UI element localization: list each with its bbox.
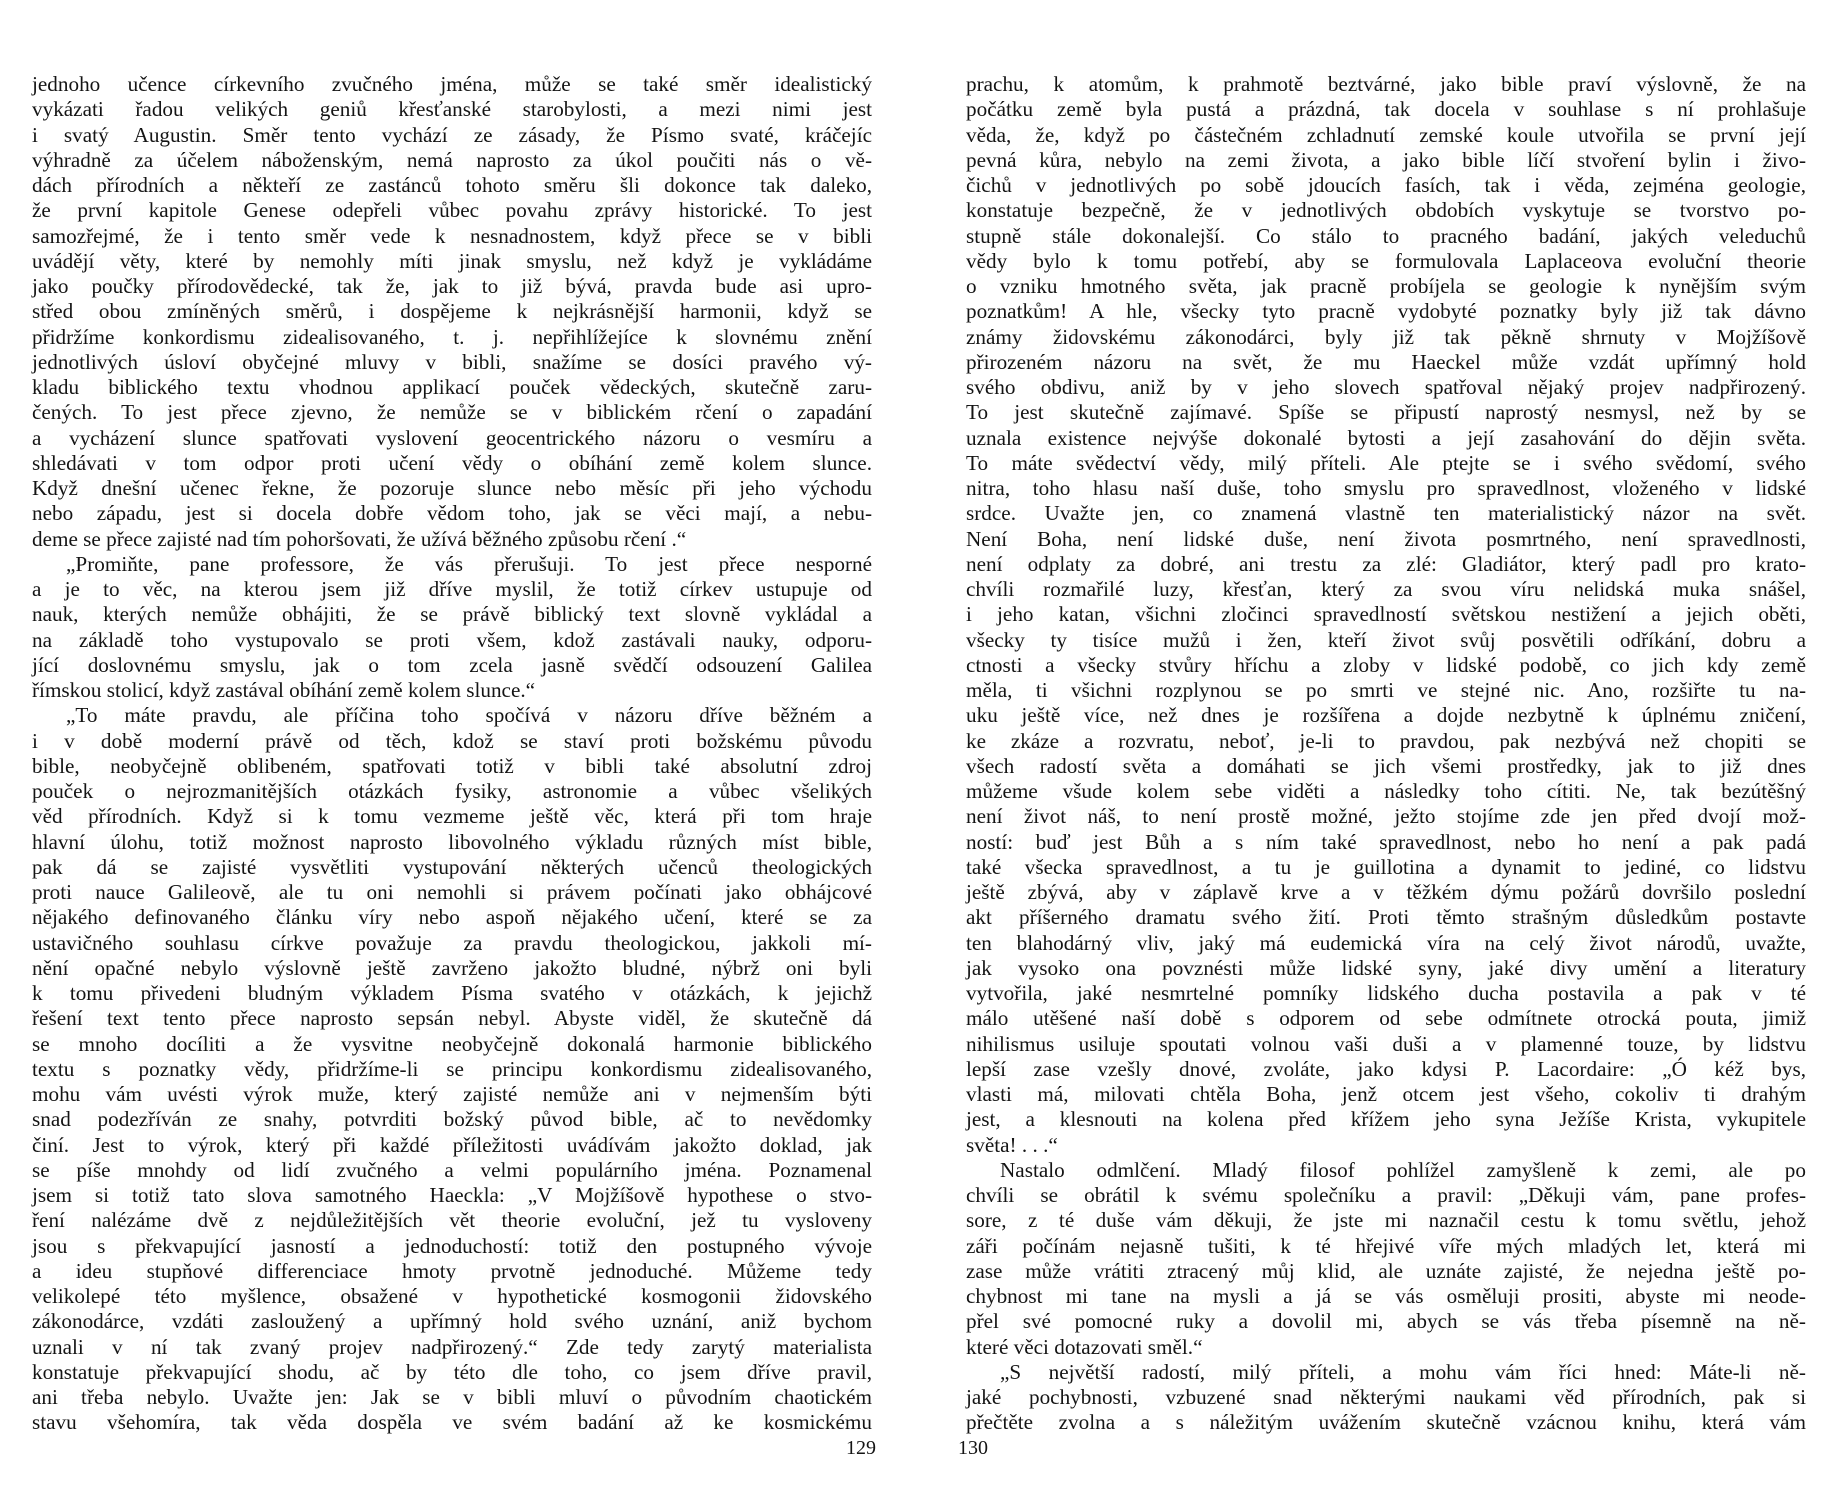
text-line: čených. To jest přece zjevno, že nemůže se v biblickém rčení o zapadání <box>32 400 872 425</box>
text-line: To jest skutečně zajímavé. Spíše se připustí naprostý nesmysl, než by se <box>966 400 1806 425</box>
text-line: věda, že, když po částečném zchladnutí zemské koule utvořila se první její <box>966 122 1806 147</box>
text-line: uznali v ní tak zvaný projev nadpřirozený.“ Zde tedy zarytý materialista <box>32 1334 872 1359</box>
text-line: jaké pochybnosti, vzbuzené snad některými naukami věd přírodních, pak si <box>966 1385 1806 1409</box>
text-line: střed obou zmíněných směrů, i dospějeme k nejkrásnější harmonii, když se <box>32 299 872 324</box>
text-line: také všecka spravedlnost, a tu je guillotina a dynamit to jediné, co lidstvu <box>966 854 1806 879</box>
text-line: čichů v jednotlivých po sobě jdoucích fasích, tak i věda, zejména geologie, <box>966 173 1806 197</box>
text-line: se mnoho docíliti a že vysvitne neobyčejně dokonalá harmonie biblického <box>32 1031 872 1056</box>
text-line: nění opačné nebylo výslovně ještě zavrženo jakožto bludné, nýbrž oni byli <box>32 955 872 980</box>
text-line: bible, neobyčejně oblibeném, spatřovati totiž v bibli také absolutní zdroj <box>32 753 872 778</box>
text-line: lepší zase vzešly dnové, zvoláte, jako kdysi P. Lacordaire: „Ó kéž bys, <box>966 1056 1806 1081</box>
text-line: na základě toho vystupovalo se proti všem, kdož zastávali nauky, odporu- <box>32 627 872 652</box>
text-line: a ideu stupňové differenciace hmoty prvotně jednoduché. Můžeme tedy <box>32 1258 872 1283</box>
text-line: vlasti má, milovati chtěla Boha, jenž otcem jest všeho, cokoliv ti drahým <box>966 1082 1806 1106</box>
text-line: „Promiňte, pane professore, že vás přerušuji. To jest přece nesporné <box>66 551 872 576</box>
text-line: vědy bylo k tomu potřebí, aby se formulovala Laplaceova evoluční theorie <box>966 248 1806 273</box>
text-line: ten blahodárný vliv, jaký má eudemická víra na celý život národů, uvažte, <box>966 930 1806 955</box>
text-line: mohu vám uvésti výrok muže, který zajisté nemůže ani v nejmenším býti <box>32 1082 872 1106</box>
text-line: stavu všehomíra, tak věda dospěla ve svém badání až ke kosmickému <box>32 1410 872 1435</box>
text-line: Nastalo odmlčení. Mladý filosof pohlížel zamyšleně k zemi, ale po <box>1000 1157 1806 1182</box>
text-line: ani třeba nebylo. Uvažte jen: Jak se v bibli mluví o původním chaotickém <box>32 1385 872 1409</box>
text-line: není odplaty za dobré, ani trestu za zlé: Gladiátor, který padl pro krato- <box>966 551 1806 576</box>
text-line: nihilismus usiluje spoutati volnou vaši duši a v plamenné touze, by lidstvu <box>966 1031 1806 1056</box>
text-line: prachu, k atomům, k prahmotě beztvárné, jako bible praví výslovně, že na <box>966 72 1806 96</box>
text-line: známy židovskému zákonodárci, byly již tak pěkně shrnuty v Mojžíšově <box>966 324 1806 349</box>
text-line: a vycházení slunce spatřovati vyslovení geocentrického názoru o vesmíru a <box>32 425 872 450</box>
text-line: svého obdivu, aniž by v jeho slovech spatřoval nějaký projev nadpřirozený. <box>966 375 1806 399</box>
text-line: stupně stále dokonalejší. Co stálo to pracného badání, jakých veleduchů <box>966 223 1806 248</box>
text-line: není život náš, to není prostě možné, ježto stojíme zde jen před dvojí mož- <box>966 804 1806 829</box>
text-line: poznatkům! A hle, všecky tyto pracně vydobyté poznatky byly již tak dávno <box>966 299 1806 324</box>
text-line: ření nalézáme dvě z nejdůležitějších vět theorie evoluční, jež tu vysloveny <box>32 1208 872 1233</box>
text-line: sore, z té duše vám děkuji, že jste mi naznačil cestu k tomu světlu, jehož <box>966 1208 1806 1233</box>
text-line: věd přírodních. Když si k tomu vezmeme ještě věc, která při tom hraje <box>32 804 872 829</box>
text-line: konstatuje bezpečně, že v jednotlivých obdobích vyskytuje se tvorstvo po- <box>966 198 1806 223</box>
text-line: pevná kůra, nebylo na zemi života, a jako bible líčí stvoření bylin i živo- <box>966 147 1806 172</box>
text-line: chvíli rozmařilé luzy, křesťan, který za svou víru nelidská muka snášel, <box>966 577 1806 601</box>
text-line: textu s poznatky vědy, přidržíme-li se principu konkordismu zidealisovaného, <box>32 1056 872 1081</box>
text-line: To máte svědectví vědy, milý příteli. Ale ptejte se i svého svědomí, svého <box>966 450 1806 475</box>
text-line: zákonodárce, vzdáti zasloužený a upřímný hold svého uznání, aniž bychom <box>32 1309 872 1334</box>
text-line: nebo západu, jest si docela dobře vědom toho, jak se věci mají, a nebu- <box>32 501 872 526</box>
text-line: přel své pomocné ruky a dovolil mi, abych se vás třeba písemně na ně- <box>966 1309 1806 1334</box>
text-line: „S největší radostí, milý příteli, a mohu vám říci hned: Máte-li ně- <box>1000 1359 1806 1384</box>
page-number-left: 129 <box>846 1437 876 1459</box>
text-line: světa! . . .“ <box>966 1132 1058 1157</box>
text-line: že první kapitole Genese odepřeli vůbec povahu zprávy historické. To jest <box>32 198 872 223</box>
text-line: přidržíme konkordismu zidealisovaného, t. j. nepřihlížejíce k slovnému znění <box>32 324 872 349</box>
text-line: konstatuje překvapující shodu, ač by této dle toho, co jsem dříve pravil, <box>32 1359 872 1384</box>
text-line: pouček o nejrozmanitějších otázkách fysiky, astronomie a vůbec všelikých <box>32 779 872 803</box>
text-line: nitra, toho hlasu naší duše, toho smyslu pro spravedlnost, vloženého v lidské <box>966 476 1806 500</box>
text-line: uznala existence nejvýše dokonalé bytosti a její zasahování do dějin světa. <box>966 425 1806 450</box>
text-line: jsou s překvapující jasností a jednoduchostí: totiž den postupného vývoje <box>32 1233 872 1258</box>
text-line: jako poučky přírodovědecké, tak že, jak to již bývá, pravda bude asi upro- <box>32 274 872 298</box>
text-line: dách přírodních a někteří ze zastánců tohoto směru šli dokonce tak daleko, <box>32 173 872 197</box>
text-line: hlavní úlohu, totiž možnost naprosto libovolného výkladu různých míst bible, <box>32 829 872 854</box>
text-line: a je to věc, na kterou jsem již dříve myslil, že totiž církev ustupuje od <box>32 577 872 601</box>
text-line: ností: buď jest Bůh a s ním také spravedlnost, nebo ho není a pak padá <box>966 829 1806 854</box>
text-line: nauk, kterých nemůže obhájiti, že se právě biblický text slovně vykládal a <box>32 602 872 627</box>
text-line: srdce. Uvažte jen, co znamená vlastně ten materialistický názor na svět. <box>966 501 1806 526</box>
text-line: vytvořila, jaké nesmrtelné pomníky lidského ducha postavila a pak v té <box>966 981 1806 1005</box>
text-line: přirozeném názoru na svět, že mu Haeckel může vzdát upřímný hold <box>966 349 1806 374</box>
text-line: řešení text tento přece naprosto sepsán nebyl. Abyste viděl, že skutečně dá <box>32 1006 872 1031</box>
text-line: měla, ti všichni rozplynou se po smrti ve stejné nic. Ano, rozšiřte tu na- <box>966 678 1806 702</box>
text-line: činí. Jest to výrok, který při každé příležitosti uvádívám jakožto doklad, jak <box>32 1132 872 1157</box>
text-line: nějakého definovaného článku víry nebo aspoň nějakého učení, které se za <box>32 905 872 930</box>
text-line: pak dá se zajisté vysvětliti vystupování některých učenců theologických <box>32 854 872 879</box>
text-line: zase může vrátiti ztracený můj klid, ale uznáte zajisté, že nejedna ještě po- <box>966 1258 1806 1283</box>
text-line: Když dnešní učenec řekne, že pozoruje slunce nebo měsíc při jeho východu <box>32 476 872 500</box>
text-line: shledávati v tom odpor proti učení vědy o obíhání země kolem slunce. <box>32 450 872 475</box>
text-line: samozřejmé, že i tento směr vede k nesnadnostem, když přece se v bibli <box>32 223 872 248</box>
right-page <box>966 72 1806 1435</box>
text-line: proti nauce Galileově, ale tu oni nemohli si právem počínati jako obhájcové <box>32 880 872 904</box>
text-line: jak vysoko ona povznésti může lidské syny, jaké divy umění a literatury <box>966 955 1806 980</box>
text-line: chvíli se obrátil k svému společníku a pravil: „Děkuji vám, pane profes- <box>966 1183 1806 1207</box>
page-number-right: 130 <box>958 1437 988 1459</box>
text-line: se píše mnohdy od lidí zvučného a velmi populárního jména. Poznamenal <box>32 1157 872 1182</box>
text-line: které věci dotazovati směl.“ <box>966 1334 1203 1359</box>
text-line: jednotlivých úsloví obyčejné mluvy v bibli, snažíme se dosíci pravého vý- <box>32 349 872 374</box>
text-line: můžeme všude kolem sebe viděti a následky toho cítiti. Ne, tak bezútěšný <box>966 779 1806 803</box>
text-line: ustavičného souhlasu církve považuje za pravdu theologickou, jakkoli mí- <box>32 930 872 955</box>
text-line: Není Boha, není lidské duše, není života posmrtného, není spravedlnosti, <box>966 526 1806 551</box>
text-line: uvádějí věty, které by nemohly míti jinak smyslu, než když je vykládáme <box>32 248 872 273</box>
text-line: všecky ty tisíce mužů i žen, kteří život svůj posvětili odříkání, dobru a <box>966 627 1806 652</box>
text-line: kladu biblického textu vhodnou applikací pouček vědeckých, skutečně zaru- <box>32 375 872 399</box>
text-line: akt příšerného dramatu svého žití. Proti těmto strašným důsledkům postavte <box>966 905 1806 930</box>
text-line: jící doslovnému smyslu, jak o tom zcela jasně svědčí odsouzení Galilea <box>32 652 872 677</box>
left-page <box>32 72 872 1435</box>
text-line: jednoho učence církevního zvučného jména, může se také směr idealistický <box>32 72 872 96</box>
text-line: „To máte pravdu, ale příčina toho spočívá v názoru dříve běžném a <box>66 703 872 728</box>
text-line: záři počínám nejasně tušiti, k té hřejivé víře mých mladých let, která mi <box>966 1233 1806 1258</box>
text-line: uku ještě více, než dnes je rozšířena a dojde nezbytně k úplnému zničení, <box>966 703 1806 728</box>
text-line: přečtěte zvolna a s náležitým uvážením skutečně vzácnou knihu, která vám <box>966 1410 1806 1435</box>
text-line: chybnost mi tane na mysli a já se vás osměluji prositi, abyste mi neode- <box>966 1284 1806 1308</box>
text-line: snad podezříván ze snahy, potvrditi božský původ bible, ač to nevědomky <box>32 1107 872 1132</box>
text-line: jsem si totiž tato slova samotného Haeckla: „V Mojžíšově hypothese o stvo- <box>32 1183 872 1207</box>
text-line: výhradně za účelem náboženským, nemá naprosto za úkol poučiti nás o vě- <box>32 147 872 172</box>
text-line: k tomu přivedeni bludným výkladem Písma svatého v otázkách, k jejichž <box>32 981 872 1005</box>
text-line: jest, a klesnouti na kolena před křížem jeho syna Ježíše Krista, vykupitele <box>966 1107 1806 1132</box>
text-line: všech radostí světa a domáhati se jich všemi prostředky, jak to již dnes <box>966 753 1806 778</box>
text-line: ještě zbývá, aby v záplavě krve a v těžkém dýmu požárů dovršilo poslední <box>966 880 1806 904</box>
text-line: římskou stolicí, když zastával obíhání země kolem slunce.“ <box>32 678 536 702</box>
text-line: ctnosti a všecky stvůry hříchu a zloby v lidské podobě, co jich kdy země <box>966 652 1806 677</box>
text-line: i jeho katan, všichni zločinci spravedlností světskou nestižení a jejich oběti, <box>966 602 1806 627</box>
text-line: i svatý Augustin. Směr tento vychází ze zásady, že Písmo svaté, kráčejíc <box>32 122 872 147</box>
text-line: i v době moderní právě od těch, kdož se staví proti božskému původu <box>32 728 872 753</box>
text-line: vykázati řadou velikých geniů křesťanské starobylosti, a mezi nimi jest <box>32 97 872 122</box>
text-line: málo utěšené naší době s odporem od sebe odmítnete otrocká pouta, jimiž <box>966 1006 1806 1031</box>
text-line: velikolepé této myšlence, obsažené v hypothetické kosmogonii židovského <box>32 1284 872 1308</box>
text-line: o vzniku hmotného světa, jak pracně probíjela se geologie k nynějším svým <box>966 274 1806 298</box>
text-line: deme se přece zajisté nad tím pohoršovati, že užívá běžného způsobu rčení .“ <box>32 526 687 551</box>
text-line: počátku země byla pustá a prázdná, tak docela v souhlase s ní prohlašuje <box>966 97 1806 122</box>
text-line: ke zkáze a rozvratu, neboť, je-li to pravdou, pak nezbývá než chopiti se <box>966 728 1806 753</box>
